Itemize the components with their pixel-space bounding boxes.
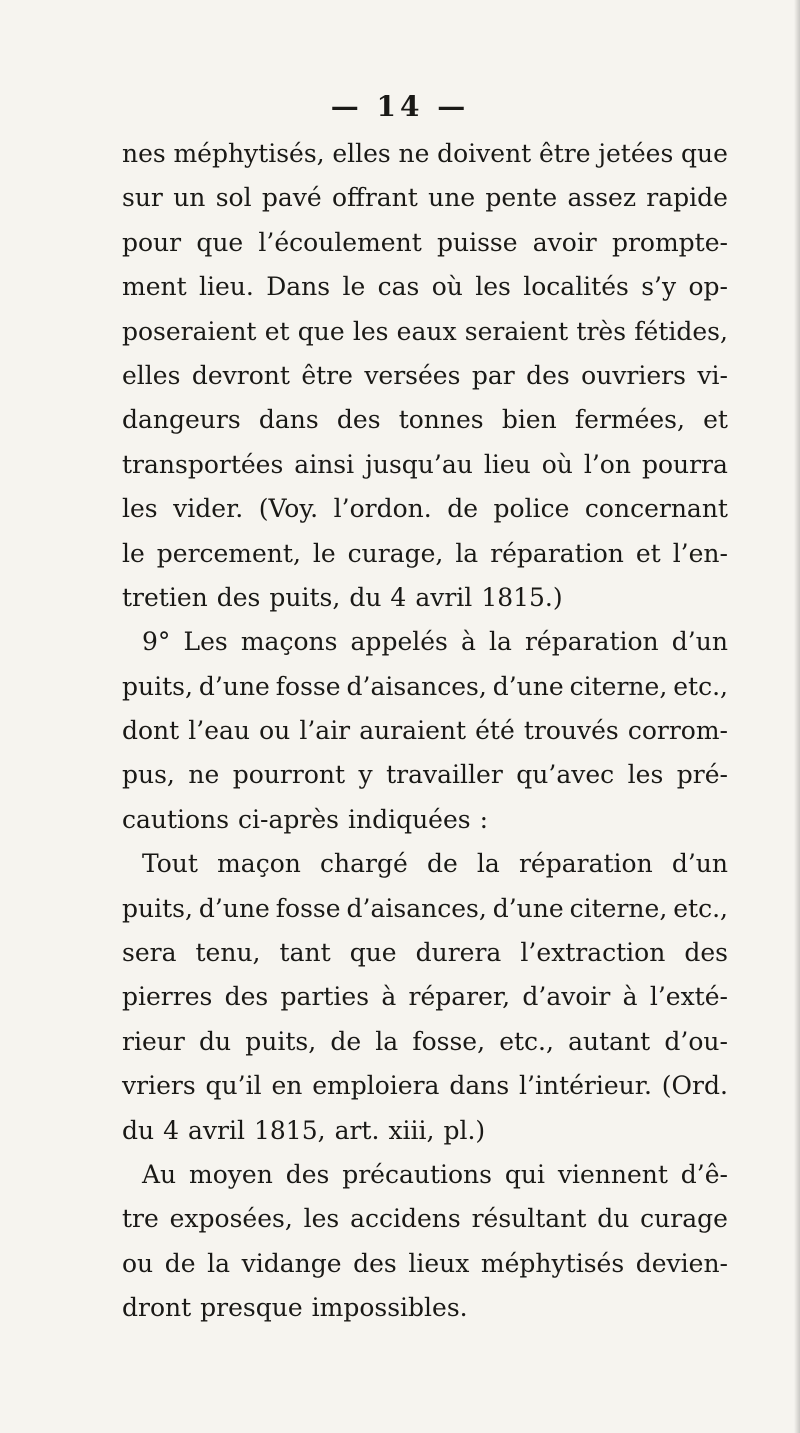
paragraph-1 [122, 132, 728, 620]
text-line: sur un sol pavé offrant une pente assez rapide [122, 183, 728, 213]
text-line: pierres des parties à réparer, d’avoir à l’exté- [122, 982, 728, 1012]
text-line: puits, d’une fosse d’aisances, d’une citerne, etc., [122, 671, 728, 701]
page-number: — 14 — [330, 90, 470, 123]
page-edge-shadow [794, 0, 800, 1433]
paragraph-2 [122, 620, 728, 842]
text-line: dront presque impossibles. [122, 1293, 468, 1323]
paragraph-4 [122, 1153, 728, 1331]
text-line: ou de la vidange des lieux méphytisés devien- [122, 1248, 728, 1278]
paragraph-3 [122, 842, 728, 1153]
text-line: pour que l’écoulement puisse avoir prompte- [122, 227, 728, 257]
text-line: tretien des puits, du 4 avril 1815.) [122, 582, 563, 612]
text-line: puits, d’une fosse d’aisances, d’une citerne, etc., [122, 893, 728, 923]
text-line: tre exposées, les accidens résultant du curage [122, 1204, 728, 1234]
text-line: transportées ainsi jusqu’au lieu où l’on pourra [122, 449, 728, 479]
text-line: nes méphytisés, elles ne doivent être jetées que [122, 139, 728, 168]
body-text [122, 132, 728, 1331]
text-line: rieur du puits, de la fosse, etc., autant d’ou- [122, 1026, 728, 1056]
text-line: cautions ci-après indiquées : [122, 804, 489, 834]
text-line: vriers qu’il en emploiera dans l’intérieur. (Ord. [122, 1071, 728, 1101]
text-line: poseraient et que les eaux seraient très fétides, [122, 316, 728, 346]
text-line: dont l’eau ou l’air auraient été trouvés corrom- [122, 716, 728, 746]
text-line: les vider. (Voy. l’ordon. de police concernant [122, 494, 728, 524]
text-line: ment lieu. Dans le cas où les localités s’y op- [122, 272, 728, 302]
text-line: 9° Les maçons appelés à la réparation d’un [142, 627, 728, 657]
text-line: dangeurs dans des tonnes bien fermées, et [122, 405, 728, 435]
text-line: pus, ne pourront y travailler qu’avec les pré- [122, 760, 728, 790]
text-line: sera tenu, tant que durera l’extraction des [122, 938, 728, 968]
text-line: du 4 avril 1815, art. xiii, pl.) [122, 1115, 486, 1145]
text-line: elles devront être versées par des ouvriers vi- [122, 360, 728, 390]
text-line: Tout maçon chargé de la réparation d’un [142, 849, 728, 879]
text-line: le percement, le curage, la réparation et l’en- [122, 538, 728, 568]
text-line: Au moyen des précautions qui viennent d’ê- [142, 1159, 728, 1189]
